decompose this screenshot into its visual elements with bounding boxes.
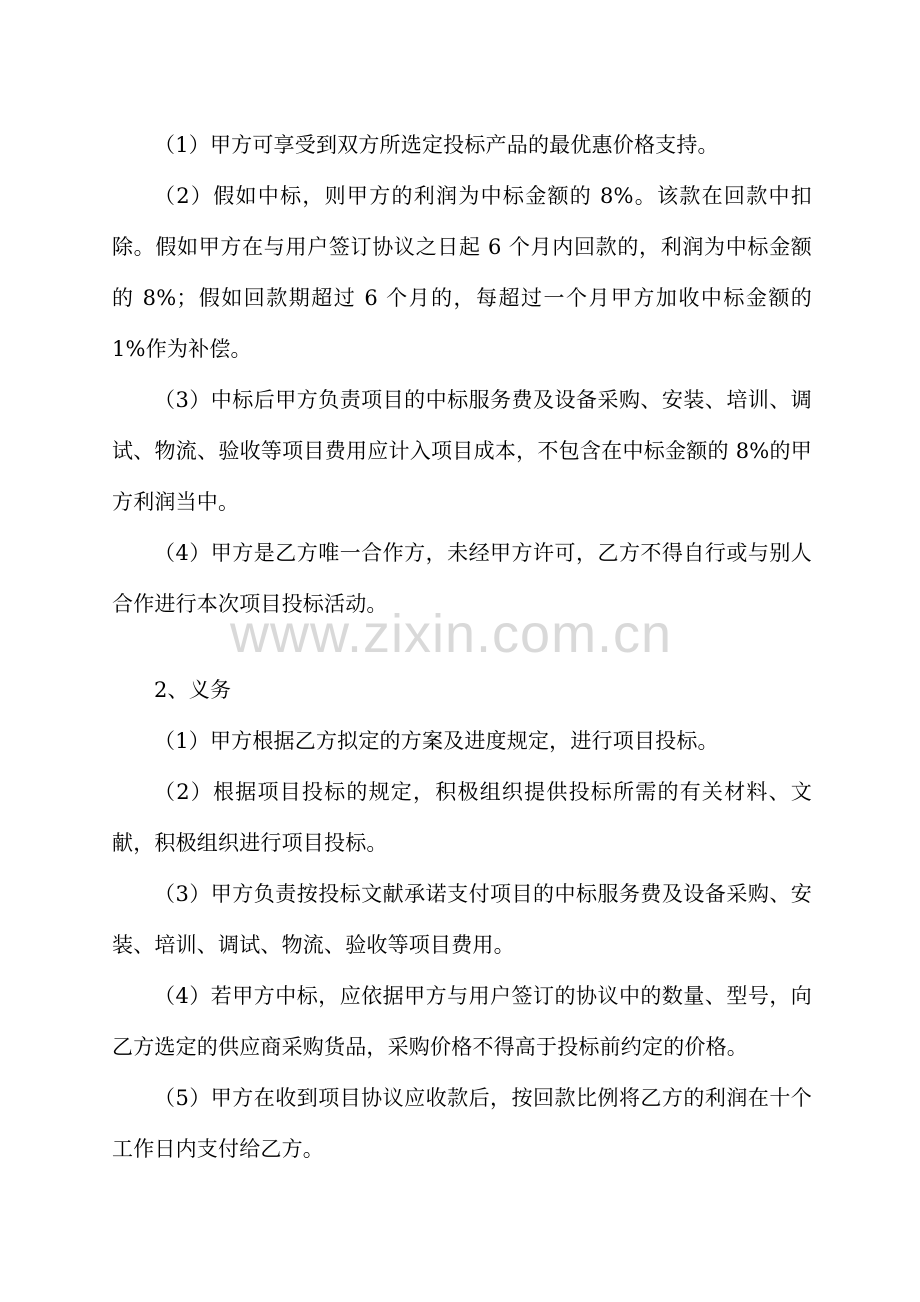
obligation-item-2: （2）根据项目投标的规定，积极组织提供投标所需的有关材料、文献，积极组织进行项目投标。 <box>112 780 812 855</box>
obligations-heading: 2、义务 <box>154 678 232 702</box>
obligation-item-3: （3）甲方负责按投标文献承诺支付项目的中标服务费及设备采购、安装、培训、调试、物流、验收等项目费用。 <box>112 882 812 957</box>
rights-item-4: （4）甲方是乙方唯一合作方，未经甲方许可，乙方不得自行或与别人合作进行本次项目投标活动。 <box>112 541 812 616</box>
obligation-item-4: （4）若甲方中标，应依据甲方与用户签订的协议中的数量、型号，向乙方选定的供应商采购货品，采购价格不得高于投标前约定的价格。 <box>112 984 812 1059</box>
rights-item-3: （3）中标后甲方负责项目的中标服务费及设备采购、安装、培训、调试、物流、验收等项目费用应计入项目成本，不包含在中标金额的 8%的甲方利润当中。 <box>112 388 812 514</box>
rights-item-2: （2）假如中标，则甲方的利润为中标金额的 8%。该款在回款中扣除。假如甲方在与用户签订协议之日起 6 个月内回款的，利润为中标金额的 8%；假如回款期超过 6 个月的，每超过一个月甲方加收中标金额的 1%作为补偿。 <box>112 184 812 361</box>
obligation-item-1: （1）甲方根据乙方拟定的方案及进度规定，进行项目投标。 <box>154 729 719 753</box>
obligation-item-5: （5）甲方在收到项目协议应收款后，按回款比例将乙方的利润在十个工作日内支付给乙方。 <box>112 1086 812 1161</box>
watermark: www.zixin.com.cn <box>230 604 673 664</box>
rights-item-1: （1）甲方可享受到双方所选定投标产品的最优惠价格支持。 <box>154 133 719 157</box>
